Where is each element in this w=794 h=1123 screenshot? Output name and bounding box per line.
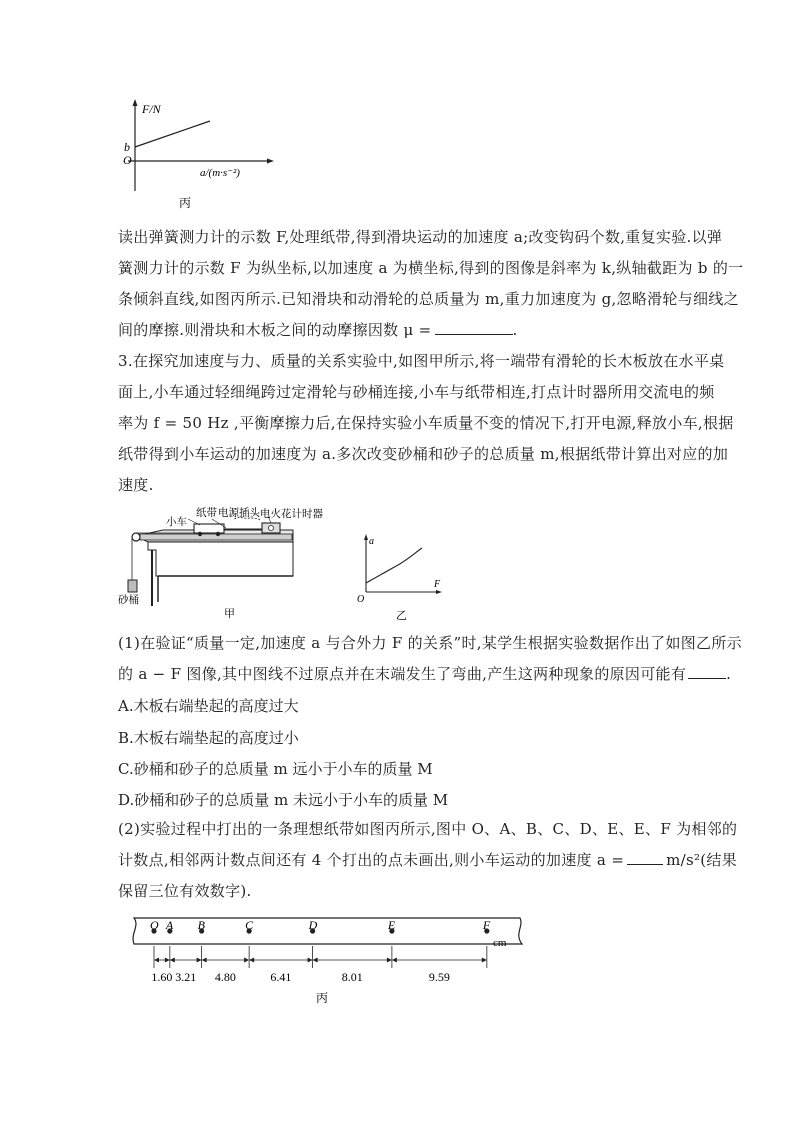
tape-dimension-arrow [197, 958, 202, 963]
graph-bing-x-arrow [267, 159, 274, 164]
q2-line-1: 读出弹簧测力计的示数 F,处理纸带,得到滑块运动的加速度 a;改变钩码个数,重复实验.以弹 [118, 228, 723, 246]
q3-line-3: 率为 f = 50 Hz ,平衡摩擦力后,在保持实验小车质量不变的情况下,打开电源,释放小车,根据 [118, 414, 734, 432]
graph-yi-x-label: F [434, 579, 441, 590]
part2-line-2-post: m/s²(结果 [666, 851, 738, 869]
q2-line-4-end: . [512, 321, 518, 339]
part2-line-1: (2)实验过程中打出的一条理想纸带如图丙所示,图中 O、A、B、C、D、E、E、F 为相邻的 [118, 820, 738, 838]
graph-yi-y-arrow [364, 534, 368, 540]
timer-knob [269, 526, 274, 531]
part1-line-1: (1)在验证“质量一定,加速度 a 与合外力 F 的关系”时,某学生根据实验数据作出了如图乙所示 [118, 634, 742, 652]
graph-yi [352, 532, 452, 624]
tape-point-label-D: D [308, 918, 318, 932]
part2-line-2 [118, 845, 738, 876]
tape-dimension-arrow [202, 958, 207, 963]
graph-yi-origin: O [357, 594, 365, 605]
option-b[interactable]: B.木板右端垫起的高度过小 [118, 729, 299, 747]
graph-bing-caption: 丙 [179, 196, 192, 210]
tape-distance-label: 6.41 [270, 970, 292, 984]
part1-line-2 [118, 659, 732, 690]
answer-blank-mu[interactable] [435, 320, 513, 335]
part1-stem [118, 628, 742, 690]
part2-line-3: 保留三位有效数字). [118, 882, 252, 900]
q2-line-2: 簧测力计的示数 F 为纵坐标,以加速度 a 为横坐标,得到的图像是斜率为 k,纵轴截距为 b 的一 [118, 259, 744, 277]
graph-bing-x-label: a/(m·s⁻²) [200, 167, 240, 179]
option-d[interactable]: D.砂桶和砂子的总质量 m 未远小于小车的质量 M [118, 791, 449, 809]
tape-dimension-arrow [387, 958, 392, 963]
tape-point-label-A: A [165, 918, 174, 932]
question3-stem [118, 346, 734, 501]
tape-unit: cm [493, 937, 507, 949]
tape-strip [133, 918, 522, 944]
tape-distance-label: 8.01 [341, 970, 363, 984]
label-car: 小车 [166, 517, 187, 528]
tape-dimension-arrow [482, 958, 487, 963]
tape-point-label-B: B [197, 918, 205, 932]
tape-point-label-C: C [245, 918, 254, 932]
apparatus-caption: 甲 [224, 608, 235, 620]
cart [194, 524, 224, 533]
graph-yi-caption: 乙 [396, 610, 407, 622]
tape-dimension-arrow [313, 958, 318, 963]
tape-dimension-arrow [308, 958, 313, 963]
tape-dimension-arrow [244, 958, 249, 963]
label-bucket: 砂桶 [118, 595, 139, 606]
apparatus-diagram [118, 506, 323, 622]
answer-blank-part1[interactable] [688, 664, 726, 679]
tape-distance-label: 9.59 [428, 970, 450, 984]
paper-tape-figure [128, 912, 530, 1008]
part2-stem [118, 814, 738, 907]
answer-blank-acceleration[interactable] [627, 850, 663, 865]
table-front [148, 542, 293, 576]
tape-distance-label: 3.21 [175, 970, 197, 984]
q3-line-4: 纸带得到小车运动的加速度为 a.多次改变砂桶和砂子的总质量 m,根据纸带计算出对应的加 [118, 445, 729, 463]
sand-bucket [128, 580, 137, 592]
graph-yi-y-label: a [369, 536, 374, 547]
tape-caption: 丙 [316, 991, 329, 1005]
graph-yi-curve [366, 548, 422, 583]
tape-distance-label: 1.60 [151, 970, 173, 984]
q3-line-2: 面上,小车通过轻细绳跨过定滑轮与砂桶连接,小车与纸带相连,打点计时器所用交流电的频 [118, 383, 715, 401]
graph-bing-origin: O [123, 153, 132, 167]
label-timer: 电火花计时器 [260, 509, 323, 520]
tape-dimension-arrow [154, 958, 159, 963]
q2-line-4-text: 间的摩擦.则滑块和木板之间的动摩擦因数 μ = [118, 321, 432, 339]
tape-dimension-arrow [170, 958, 175, 963]
cart-wheel-1 [198, 532, 202, 536]
graph-yi-x-arrow [436, 590, 442, 594]
tape-point-label-F: F [482, 918, 491, 932]
tape-dimension-arrow [165, 958, 170, 963]
label-plug: 电源插头 [218, 508, 260, 519]
part1-line-2-end: . [726, 665, 732, 683]
graph-bing-b-label: b [124, 140, 130, 154]
pulley [132, 533, 140, 541]
label-tape: 纸带 [196, 508, 217, 519]
graph-bing-line [135, 121, 210, 147]
graph-bing [118, 96, 278, 216]
question2-tail [118, 222, 744, 346]
tape-dimension-arrow [392, 958, 397, 963]
cart-wheel-2 [216, 532, 220, 536]
tape-point-label-O: O [150, 918, 159, 932]
graph-bing-y-label: F/N [142, 102, 161, 116]
q2-line-4 [118, 315, 678, 346]
part1-line-2-text: 的 a − F 图像,其中图线不过原点并在末端发生了弯曲,产生这两种现象的原因可能有 [118, 665, 687, 683]
tape-distance-label: 4.80 [214, 970, 236, 984]
tape-point-label-E: E [387, 918, 396, 932]
option-a[interactable]: A.木板右端垫起的高度过大 [118, 697, 299, 715]
q2-line-3: 条倾斜直线,如图丙所示.已知滑块和动滑轮的总质量为 m,重力加速度为 g,忽略滑轮与细线之 [118, 290, 739, 308]
q3-line-5: 速度. [118, 476, 154, 494]
part2-line-2-pre: 计数点,相邻两计数点间还有 4 个打出的点未画出,则小车运动的加速度 a = [118, 851, 625, 869]
option-c[interactable]: C.砂桶和砂子的总质量 m 远小于小车的质量 M [118, 760, 433, 778]
q3-line-1: 3.在探究加速度与力、质量的关系实验中,如图甲所示,将一端带有滑轮的长木板放在水平桌 [118, 352, 725, 370]
tape-dimension-arrow [249, 958, 254, 963]
graph-bing-y-arrow [133, 99, 138, 106]
